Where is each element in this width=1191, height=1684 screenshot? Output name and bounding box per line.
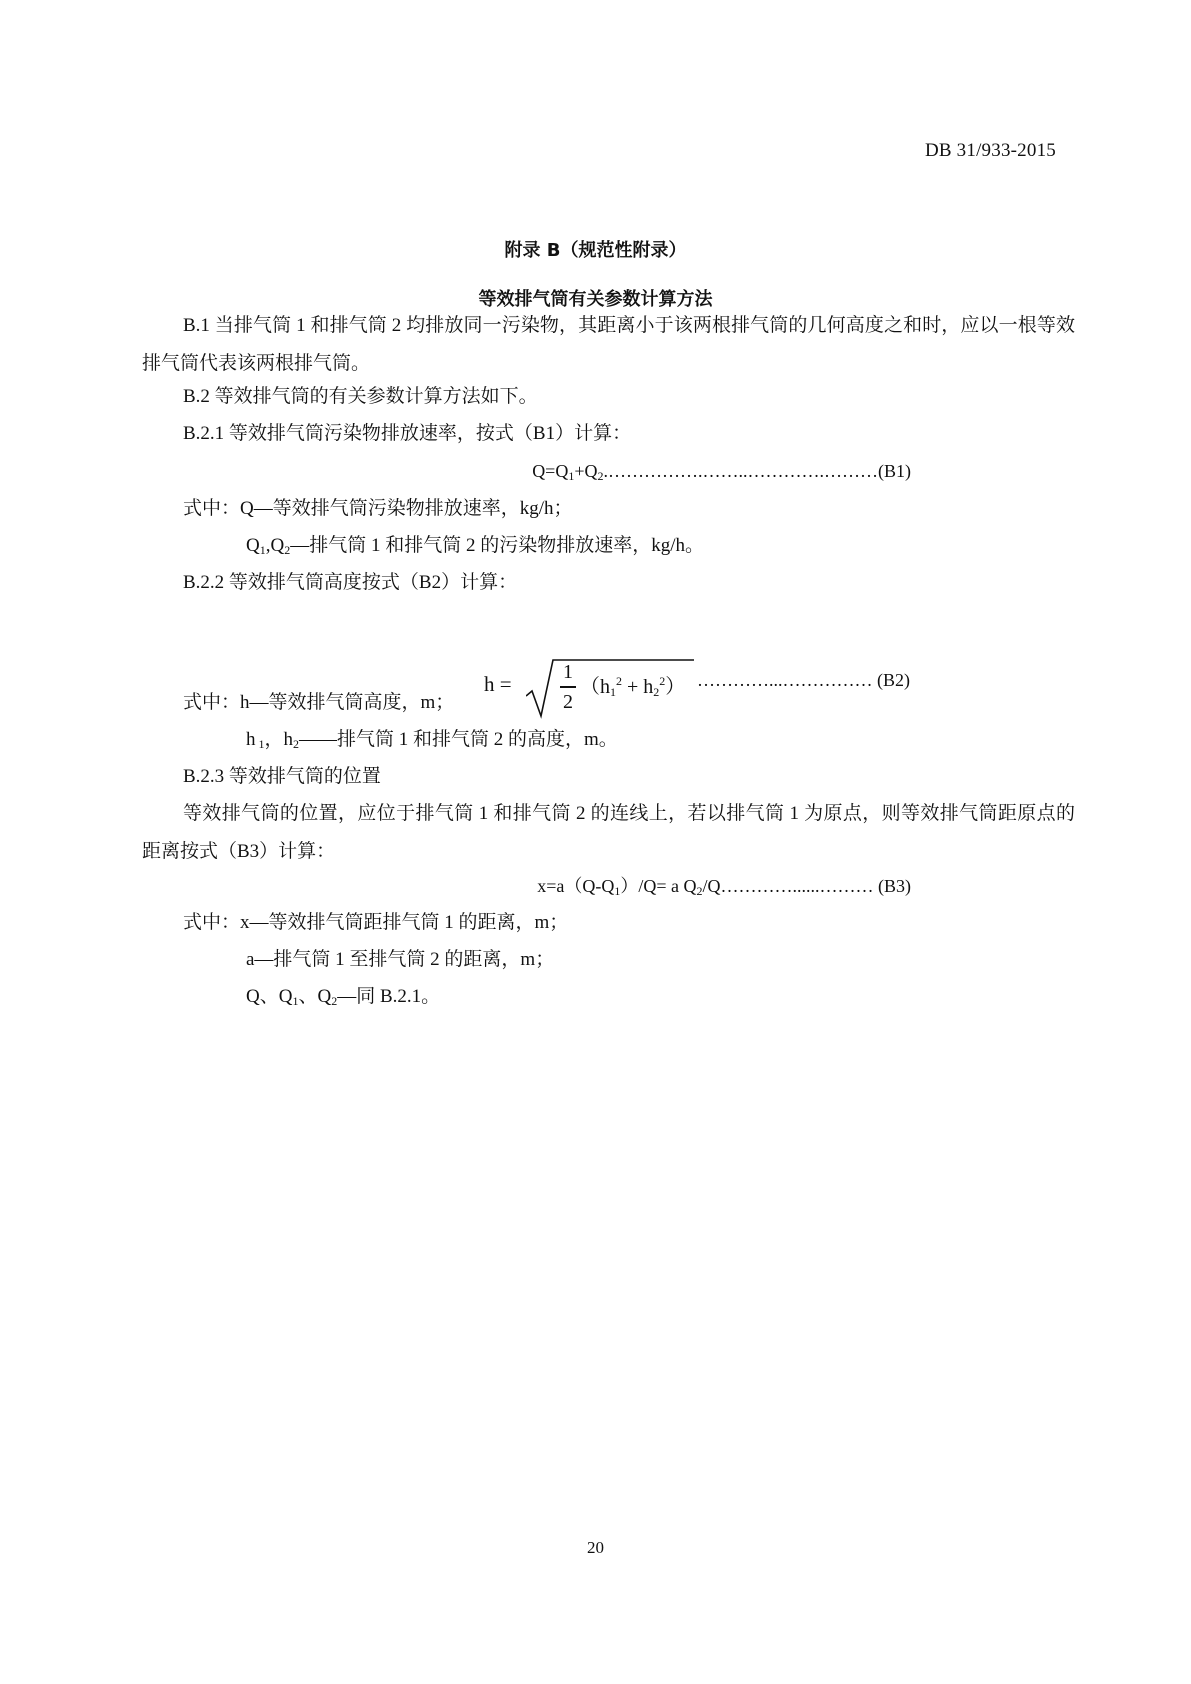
where-b3-rest: —同 B.2.1。 [337, 986, 441, 1007]
formula-b2-close: ） [665, 676, 686, 698]
where-b2-h: h [246, 729, 256, 750]
formula-b1 [532, 452, 911, 490]
paragraph-b2: B.2 等效排气筒的有关参数计算方法如下。 [183, 386, 538, 407]
where-b2-line2 [246, 721, 618, 759]
page-number: 20 [587, 1538, 604, 1557]
annex-title: 附录 B（规范性附录） [504, 240, 687, 261]
heading-b23: B.2.3 等效排气筒的位置 [183, 766, 381, 787]
where-b1-sub1: 1 [259, 543, 266, 557]
fraction-numerator: 1 [563, 661, 573, 683]
formula-b1-sub2: 2 [597, 469, 604, 483]
fraction-denominator: 2 [563, 690, 573, 713]
where-b3-q: Q、Q [246, 986, 293, 1007]
formula-b3-part-a: x=a（Q-Q [537, 876, 615, 896]
where-b2-sub2: 2 [293, 737, 300, 751]
formula-b2-sub2: 2 [653, 685, 660, 699]
formula-b2-sup2: 2 [659, 674, 666, 688]
where-b1-sub2: 2 [284, 543, 291, 557]
section-title: 等效排气筒有关参数计算方法 [478, 289, 713, 310]
paragraph-b1: B.1 当排气筒 1 和排气筒 2 均排放同一污染物，其距离小于该两根排气筒的几何高度之和时，应以一根等效排气筒代表该两根排气筒。 [142, 315, 1075, 374]
formula-b2-paren [580, 670, 685, 699]
where-b3-line1: 式中：x—等效排气筒距排气筒 1 的距离，m； [183, 912, 569, 933]
formula-b3 [537, 867, 911, 905]
heading-b21: B.2.1 等效排气筒污染物排放速率，按式（B1）计算： [183, 423, 632, 444]
formula-b3-sub1: 1 [614, 884, 621, 898]
formula-b2 [484, 652, 924, 724]
where-b1-rest: —排气筒 1 和排气筒 2 的污染物排放速率，kg/h。 [290, 535, 704, 556]
formula-b1-plus: +Q [574, 461, 598, 481]
where-b3-sub1: 1 [292, 994, 299, 1008]
formula-b1-dots: .…………….……..………….………(B1) [603, 461, 911, 481]
where-b2-mid: ，h [264, 729, 294, 750]
paragraph-b23: 等效排气筒的位置，应位于排气筒 1 和排气筒 2 的连线上，若以排气筒 1 为原点，则等效排气筒距原点的距离按式（B3）计算： [142, 803, 1075, 862]
formula-b2-fraction [560, 660, 576, 714]
formula-b3-part-c: /Q…………......……… (B3) [702, 876, 911, 896]
where-b3-line2: a—排气筒 1 至排气筒 2 的距离，m； [246, 949, 555, 970]
where-b3-sub2: 2 [331, 994, 338, 1008]
formula-b2-open: （h [580, 676, 610, 698]
formula-b2-sub1: 1 [610, 685, 616, 699]
page-header: DB 31/933-2015 [924, 140, 1056, 161]
formula-b2-lhs: h = [484, 672, 512, 696]
formula-b2-sup1: 2 [616, 674, 622, 688]
where-b1-mid: ,Q [265, 535, 285, 556]
where-b3-line3 [246, 978, 440, 1016]
where-b1-line1: 式中：Q—等效排气筒污染物排放速率，kg/h； [183, 498, 573, 519]
heading-b22: B.2.2 等效排气筒高度按式（B2）计算： [183, 572, 518, 593]
where-b2-sub1: 1 [255, 737, 265, 751]
where-b2-line1: 式中：h—等效排气筒高度，m； [183, 692, 455, 713]
formula-b1-lhs: Q=Q [532, 461, 569, 481]
fraction-bar [560, 686, 576, 688]
where-b3-mid: 、Q [298, 986, 332, 1007]
formula-b3-part-b: ）/Q= a Q [620, 876, 697, 896]
formula-b2-dots: …………...…………… (B2) [697, 670, 910, 690]
formula-b2-plus: + h [622, 676, 654, 698]
where-b2-rest: ——排气筒 1 和排气筒 2 的高度，m。 [299, 729, 618, 750]
where-b1-q: Q [246, 535, 260, 556]
formula-b3-sub2: 2 [696, 884, 703, 898]
where-b1-line2 [246, 527, 704, 565]
formula-b1-sub1: 1 [568, 469, 575, 483]
